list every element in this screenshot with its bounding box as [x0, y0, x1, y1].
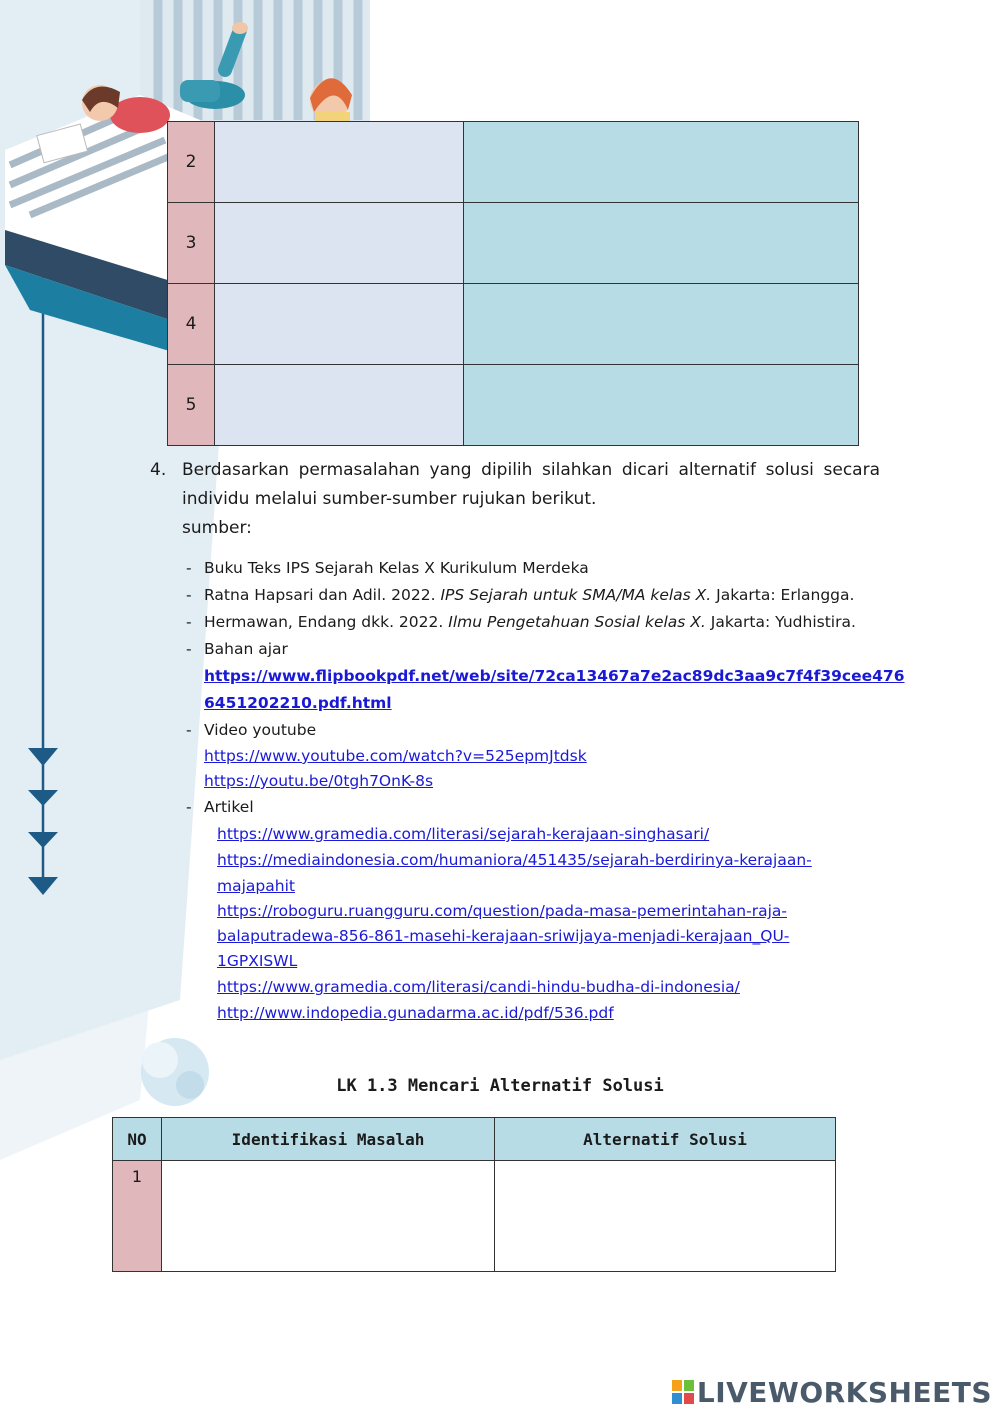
source-book-3-title: Ilmu Pengetahuan Sosial kelas X.	[448, 613, 706, 631]
header-identifikasi-masalah: Identifikasi Masalah	[162, 1118, 495, 1161]
source-book-1: Buku Teks IPS Sejarah Kelas X Kurikulum Merdeka	[204, 559, 589, 577]
artikel-link-5[interactable]: http://www.indopedia.gunadarma.ac.id/pdf/536.pdf	[217, 1004, 614, 1022]
answer-cell-solusi[interactable]	[495, 1161, 836, 1272]
header-no: NO	[113, 1118, 162, 1161]
answer-cell-penjelasan[interactable]	[464, 284, 859, 365]
list-item: - Buku Teks IPS Sejarah Kelas X Kurikulum Merdeka	[186, 559, 589, 577]
source-book-3-author: Hermawan, Endang dkk. 2022.	[204, 613, 444, 631]
answer-cell-penjelasan[interactable]	[464, 365, 859, 446]
list-item: - Video youtube	[186, 721, 317, 739]
header-alternatif-solusi: Alternatif Solusi	[495, 1118, 836, 1161]
list-item: - Ratna Hapsari dan Adil. 2022. IPS Sejarah untuk SMA/MA kelas X. Jakarta: Erlangga.	[186, 586, 855, 604]
artikel-link-2[interactable]: https://mediaindonesia.com/humaniora/451435/sejarah-berdirinya-kerajaan- majapahit	[217, 851, 812, 895]
bahan-ajar-label: Bahan ajar	[204, 640, 288, 658]
sources-list	[186, 555, 905, 1026]
liveworksheets-logo-icon	[672, 1380, 694, 1404]
answer-cell-masalah[interactable]	[215, 203, 464, 284]
answer-cell-masalah[interactable]	[215, 284, 464, 365]
sumber-label: sumber:	[182, 518, 252, 538]
item-number: 4.	[150, 460, 167, 480]
instruction-item-4	[150, 456, 880, 543]
row-number: 5	[168, 365, 215, 446]
table-header-row	[113, 1118, 836, 1161]
brand-name: LIVEWORKSHEETS	[696, 1375, 992, 1409]
instruction-text: Berdasarkan permasalahan yang dipilih silahkan dicari alternatif solusi secara individu melalui sumber-sumber rujukan berikut.	[182, 460, 880, 509]
list-item: - Bahan ajar	[186, 640, 288, 658]
list-item: - Hermawan, Endang dkk. 2022. Ilmu Pengetahuan Sosial kelas X. Jakarta: Yudhistira.	[186, 613, 856, 631]
artikel-links	[186, 821, 880, 1026]
artikel-link-1[interactable]: https://www.gramedia.com/literasi/sejarah-kerajaan-singhasari/	[217, 825, 710, 843]
answer-cell-masalah[interactable]	[162, 1161, 495, 1272]
table-row	[168, 365, 859, 446]
table-row	[113, 1161, 836, 1272]
list-item: - Artikel	[186, 798, 254, 816]
source-book-2-publisher: Jakarta: Erlangga.	[716, 586, 855, 604]
row-number: 1	[113, 1161, 162, 1272]
answer-cell-masalah[interactable]	[215, 365, 464, 446]
artikel-label: Artikel	[204, 798, 254, 816]
liveworksheets-logo	[672, 1375, 992, 1409]
source-book-3-publisher: Jakarta: Yudhistira.	[710, 613, 856, 631]
source-book-2-title: IPS Sejarah untuk SMA/MA kelas X.	[440, 586, 712, 604]
table-row	[168, 284, 859, 365]
answer-cell-masalah[interactable]	[215, 122, 464, 203]
table-row	[168, 122, 859, 203]
video-link-1[interactable]: https://www.youtube.com/watch?v=525epmJtdsk	[204, 747, 587, 765]
worksheet-table-lk13	[112, 1117, 836, 1272]
video-youtube-label: Video youtube	[204, 721, 317, 739]
section-title: LK 1.3 Mencari Alternatif Solusi	[336, 1076, 664, 1096]
video-links	[186, 744, 880, 794]
worksheet-table-top	[167, 121, 859, 446]
row-number: 3	[168, 203, 215, 284]
answer-cell-penjelasan[interactable]	[464, 203, 859, 284]
answer-cell-penjelasan[interactable]	[464, 122, 859, 203]
artikel-link-4[interactable]: https://www.gramedia.com/literasi/candi-hindu-budha-di-indonesia/	[217, 978, 740, 996]
artikel-link-3[interactable]: https://roboguru.ruangguru.com/question/pada-masa-pemerintahan-raja- balaputradewa-856-861-masehi-kerajaan-sriwijaya-menjadi-kerajaan_QU- 1GPXISWL	[217, 902, 790, 970]
bahan-ajar-links	[186, 663, 905, 717]
row-number: 2	[168, 122, 215, 203]
table-row	[168, 203, 859, 284]
video-link-2[interactable]: https://youtu.be/0tgh7OnK-8s	[204, 772, 434, 790]
bahan-ajar-link[interactable]: https://www.flipbookpdf.net/web/site/72ca13467a7e2ac89dc3aa9c7f4f39cee476 6451202210.pdf.html	[204, 667, 905, 712]
source-book-2-author: Ratna Hapsari dan Adil. 2022.	[204, 586, 436, 604]
row-number: 4	[168, 284, 215, 365]
